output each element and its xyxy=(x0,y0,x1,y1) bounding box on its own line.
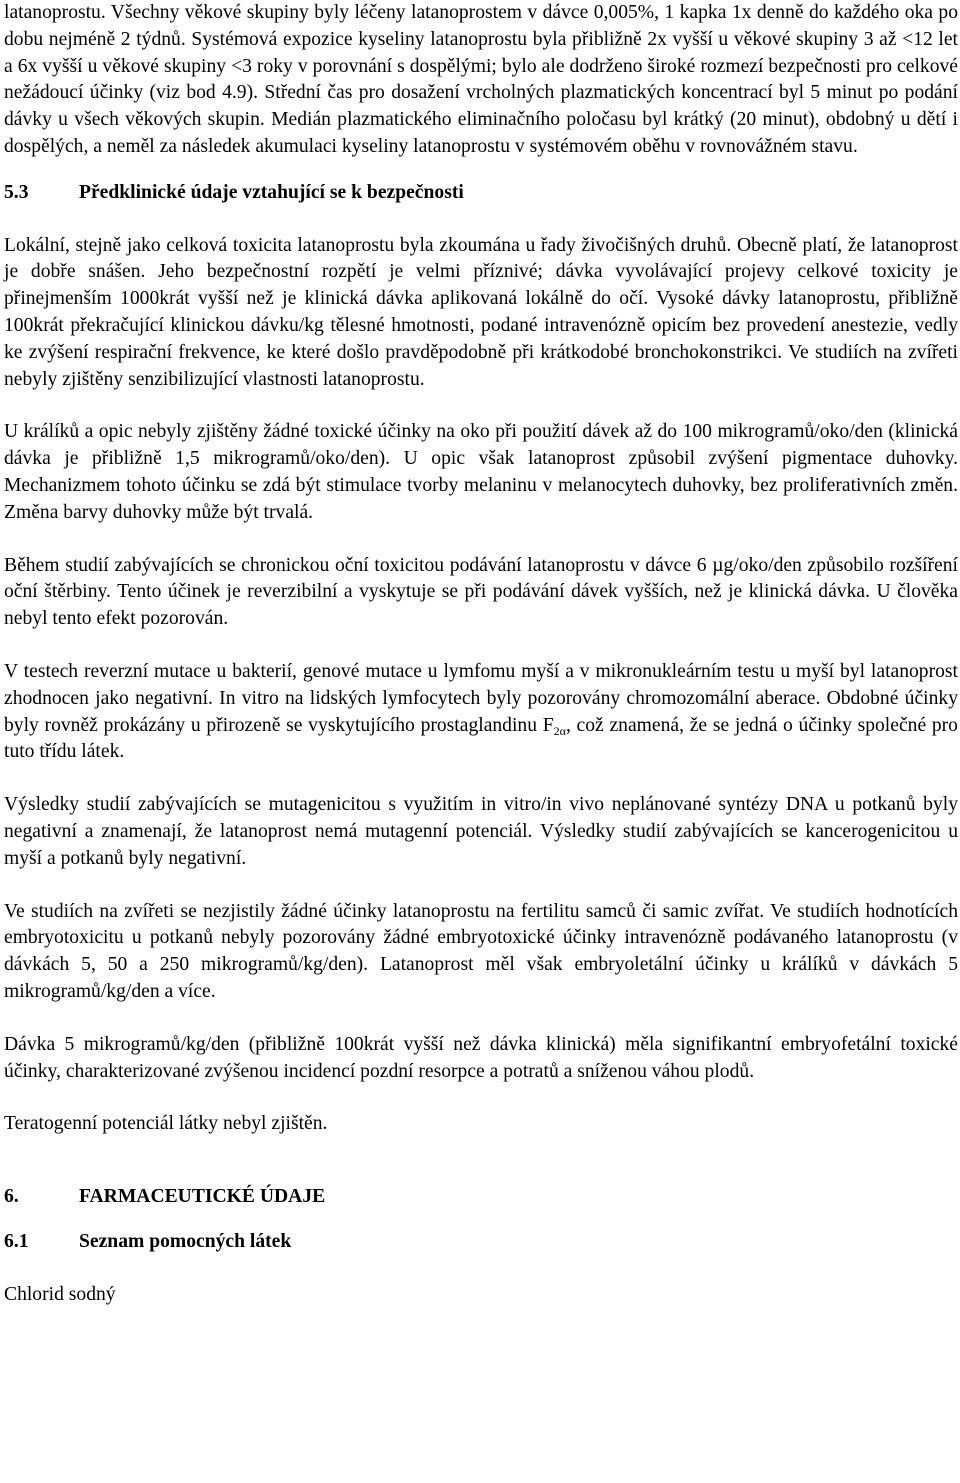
excipient-item: Chlorid sodný xyxy=(4,1283,116,1305)
section-number: 6.1 xyxy=(4,1230,29,1252)
paragraph-teratogenicity: Teratogenní potenciál látky nebyl zjištěn. xyxy=(4,1113,328,1135)
paragraph-toxicity: Lokální, stejně jako celková toxicita latanoprostu byla zkoumána u řady živočišných druhů. Obecně platí, že latanoprost je dobře snášen. Jeho bezpečnostní rozpětí je velmi příznivé; dávka vyvolávající projevy celkové toxicity je přinejmenším 1000krát vyšší než je klinická dávka aplikovaná lokálně do očí. Vysoké dávky latanoprostu, přibližně 100krát překračující klinickou dávku/kg tělesné hmotnosti, podané intravenózně opicím bez provedení anestezie, vedly ke zvýšení respirační frekvence, ke které došlo pravděpodobně při krátkodobé bronchokonstrikci. Ve studiích na zvířeti nebyly zjištěny senzibilizující vlastnosti latanoprostu. xyxy=(4,234,958,390)
section-heading-6-1 xyxy=(4,1229,958,1256)
section-heading-5-3 xyxy=(4,180,958,207)
section-number: 6. xyxy=(4,1186,19,1208)
mutagenicity-text: V testech reverzní mutace u bakterií, genové mutace u lymfomu myší a v mikronukleárním testu u myší byl latanoprost zhodnocen jako negativní. In vitro na lidských lymfocytech byly pozorovány chromozomální aberace. Obdobné účinky byly rovněž prokázány u přirozeně se vyskytujícího prostaglandinu F xyxy=(4,660,958,736)
paragraph-embryofetal-toxicity: Dávka 5 mikrogramů/kg/den (přibližně 100krát vyšší než dávka klinická) měla signifikantní embryofetální toxické účinky, charakterizované zvýšenou incidencí pozdní resorpce a potratů a sníženou váhou plodů. xyxy=(4,1033,958,1082)
section-title: Seznam pomocných látek xyxy=(79,1230,292,1252)
paragraph-chronic-toxicity: Během studií zabývajících se chronickou oční toxicitou podávání latanoprostu v dávce 6 µg/oko/den způsobilo rozšíření oční štěrbiny. Tento účinek je reverzibilní a vyskytuje se při podávání dávek vyšších, než je klinická dávka. U člověka nebyl tento efekt pozorován. xyxy=(4,554,958,630)
document-page xyxy=(4,0,958,1308)
mutagenicity-text-tail: , což znamená, že se jedná o účinky společné pro tuto třídu látek. xyxy=(4,714,958,763)
paragraph-fertility: Ve studiích na zvířeti se nezjistily žádné účinky latanoprostu na fertilitu samců či samic zvířat. Ve studiích hodnotících embryotoxicitu u potkanů nebyly pozorovány žádné embryotoxické účinky intravenózně podávaného latanoprostu (v dávkách 5, 50 a 250 mikrogramů/kg/den). Latanoprost měl však embryoletální účinky u králíků v dávkách 5 mikrogramů/kg/den a více. xyxy=(4,900,958,1002)
section-title: FARMACEUTICKÉ ÚDAJE xyxy=(79,1186,326,1208)
paragraph-pediatric-pharmacokinetics: latanoprostu. Všechny věkové skupiny byly léčeny latanoprostem v dávce 0,005%, 1 kapka 1x denně do každého oka po dobu nejméně 2 týdnů. Systémová expozice kyseliny latanoprostu byla přibližně 2x vyšší u věkové skupiny 3 až <12 let a 6x vyšší u věkové skupiny <3 roky v porovnání s dospělými; bylo ale dodrženo široké rozmezí bezpečnosti pro celkové nežádoucí účinky (viz bod 4.9). Střední čas pro dosažení vrcholných plazmatických koncentrací byl 5 minut po podání dávky u všech věkových skupin. Medián plazmatického eliminačního poločasu byl krátký (20 minut), obdobný u dětí i dospělých, a neměl za následek akumulaci kyseliny latanoprostu v systémovém oběhu v rovnovážném stavu. xyxy=(4,2,958,157)
paragraph-mutagenicity xyxy=(4,659,958,766)
section-title: Předklinické údaje vztahující se k bezpečnosti xyxy=(79,181,464,203)
paragraph-dna-synthesis: Výsledky studií zabývajících se mutagenicitou s využitím in vitro/in vivo neplánované syntézy DNA u potkanů byly negativní a znamenají, že latanoprost nemá mutagenní potenciál. Výsledky studií zabývajících se kancerogenicitou u myší a potkanů byly negativní. xyxy=(4,794,958,869)
subscript-2-alpha: 2α xyxy=(553,723,566,738)
section-number: 5.3 xyxy=(4,181,29,203)
section-heading-6 xyxy=(4,1184,958,1211)
paragraph-ocular-effects: U králíků a opic nebyly zjištěny žádné toxické účinky na oko při použití dávek až do 100 mikrogramů/oko/den (klinická dávka je přibližně 1,5 mikrogramů/oko/den). U opic však latanoprost způsobil zvýšení pigmentace duhovky. Mechanizmem tohoto účinku se zdá být stimulace tvorby melaninu v melanocytech duhovky, bez proliferativních změn. Změna barvy duhovky může být trvalá. xyxy=(4,421,958,523)
